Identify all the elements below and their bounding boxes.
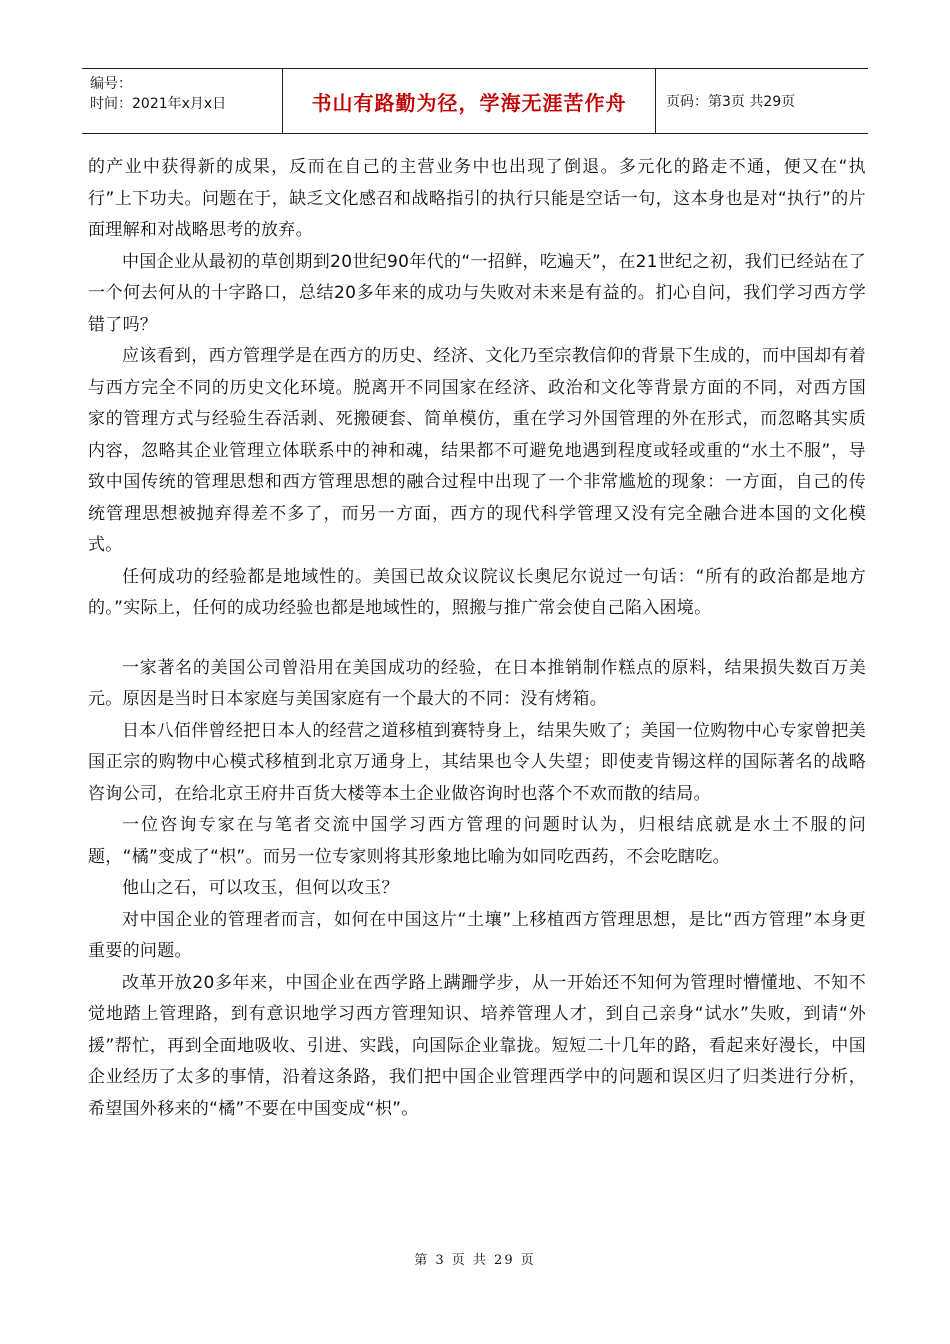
paragraph: 日本八佰伴曾经把日本人的经营之道移植到赛特身上，结果失败了；美国一位购物中心专家曾把美国正宗的购物中心模式移植到北京万通身上，其结果也令人失望；即使麦肯锡这样的国际著名的战略咨询公司，在给北京王府井百货大楼等本土企业做咨询时也落个不欢而散的结局。 — [88, 720, 866, 804]
paragraph: 他山之石，可以攻玉，但何以攻玉？ — [122, 878, 399, 898]
number-label: 编号： — [90, 76, 132, 92]
paragraph-gap — [88, 625, 866, 653]
paragraph: 一位咨询专家在与笔者交流中国学习西方管理的问题时认为，归根结底就是水土不服的问题，“橘”变成了“枳”。而另一位专家则将其形象地比喻为如同吃西药，不会吃瞎吃。 — [88, 815, 866, 867]
paragraph: 改革开放20多年来，中国企业在西学路上蹒跚学步，从一开始还不知何为管理时懵懂地、不知不觉地踏上管理路，到有意识地学习西方管理知识、培养管理人才，到自己亲身“试水”失败，到请“外援”帮忙，再到全面地吸收、引进、实践，向国际企业靠拢。短短二十几年的路，看起来好漫长，中国企业经历了太多的事情，沿着这条路，我们把中国企业管理西学中的问题和误区归了归类进行分析，希望国外移来的“橘”不要在中国变成“枳”。 — [88, 972, 866, 1119]
page-footer: 第 3 页 共 29 页 — [414, 1253, 536, 1268]
paragraph: 任何成功的经验都是地域性的。美国已故众议院议长奥尼尔说过一句话：“所有的政治都是地方的。”实际上，任何的成功经验也都是地域性的，照搬与推广常会使自己陷入困境。 — [88, 566, 866, 618]
paragraph: 对中国企业的管理者而言，如何在中国这片“土壤”上移植西方管理思想，是比“西方管理”本身更重要的问题。 — [88, 909, 866, 961]
paragraph: 的产业中获得新的成果，反而在自己的主营业务中也出现了倒退。多元化的路走不通，便又在“执行”上下功夫。问题在于，缺乏文化感召和战略指引的执行只能是空话一句，这本身也是对“执行”的片面理解和对战略思考的放弃。 — [88, 157, 866, 240]
page-header — [82, 68, 868, 134]
header-page-info: 页码：第3页 共29页 — [666, 94, 796, 110]
paragraph: 中国企业从最初的草创期到20世纪90年代的“一招鲜，吃遍天”，在21世纪之初，我们已经站在了一个何去何从的十字路口，总结20多年来的成功与失败对未来是有益的。扪心自问，我们学习西方学错了吗？ — [88, 251, 866, 335]
paragraph: 应该看到，西方管理学是在西方的历史、经济、文化乃至宗教信仰的背景下生成的，而中国却有着与西方完全不同的历史文化环境。脱离开不同国家在经济、政治和文化等背景方面的不同，对西方国家的管理方式与经验生吞活剥、死搬硬套、简单模仿，重在学习外国管理的外在形式，而忽略其实质内容，忽略其企业管理立体联系中的神和魂，结果都不可避免地遇到程度或轻或重的“水土不服”，导致中国传统的管理思想和西方管理思想的融合过程中出现了一个非常尴尬的现象：一方面，自己的传统管理思想被抛弃得差不多了，而另一方面，西方的现代科学管理又没有完全融合进本国的文化模式。 — [88, 346, 866, 555]
header-meta — [82, 69, 282, 133]
time-label: 时间：2021年x月x日 — [90, 96, 227, 112]
paragraph: 一家著名的美国公司曾沿用在美国成功的经验，在日本推销制作糕点的原料，结果损失数百万美元。原因是当时日本家庭与美国家庭有一个最大的不同：没有烤箱。 — [88, 657, 866, 709]
header-motto: 书山有路勤为径，学海无涯苦作舟 — [282, 69, 656, 133]
document-body — [88, 152, 866, 1125]
